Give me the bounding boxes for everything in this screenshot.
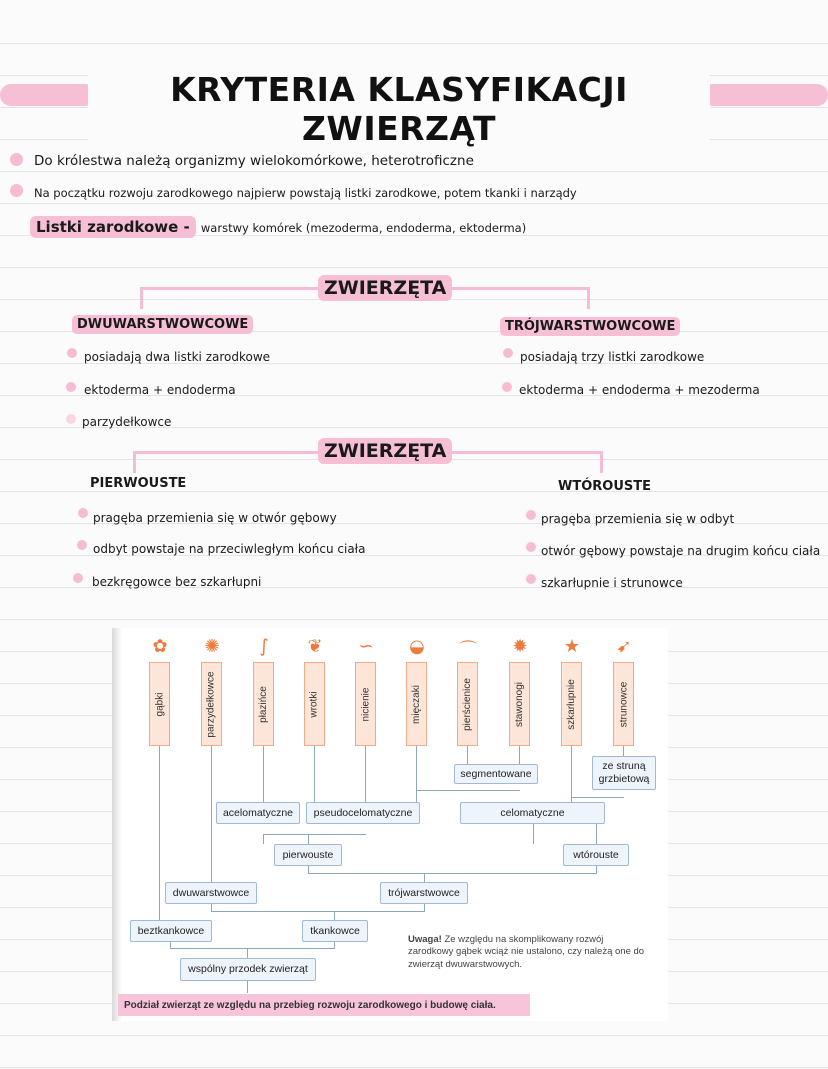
node-trojwarstwowce: trójwarstwowce xyxy=(380,882,468,904)
diagram-line xyxy=(263,834,264,844)
group-label: szkarłupnie xyxy=(561,662,582,746)
intro-definition xyxy=(30,217,526,236)
bullet-dot xyxy=(10,184,23,197)
section2-right-item: pragęba przemienia się w odbyt xyxy=(541,512,735,526)
diagram-line xyxy=(211,911,425,912)
jellyfish-icon: ✺ xyxy=(204,636,220,657)
diagram-line xyxy=(571,797,624,798)
section2-left-title: PIERWOUSTE xyxy=(90,476,187,491)
tree-line xyxy=(587,287,590,309)
nematode-icon: ∽ xyxy=(358,636,374,657)
intro-line-2: Na początku rozwoju zarodkowego najpierw powstają listki zarodkowe, potem tkanki i narządy xyxy=(34,186,577,200)
diagram-line xyxy=(416,746,417,802)
bullet-dot xyxy=(66,382,76,392)
bullet-dot xyxy=(502,382,512,392)
diagram-line xyxy=(623,746,624,756)
diagram-line xyxy=(263,834,366,835)
insect-icon: ✹ xyxy=(512,636,528,657)
node-acelomatyczne: acelomatyczne xyxy=(216,802,300,824)
diagram-line xyxy=(247,981,248,993)
node-tkankowce: tkankowce xyxy=(302,920,368,942)
section1-left-item: parzydełkowce xyxy=(82,415,172,429)
group-label: wrotki xyxy=(304,662,325,746)
intro-line-1: Do królestwa należą organizmy wielokomórkowe, heterotroficzne xyxy=(34,153,474,169)
node-przodek: wspólny przodek zwierząt xyxy=(180,958,316,981)
term-definition: warstwy komórek (mezoderma, endoderma, ektoderma) xyxy=(200,221,527,235)
bullet-dot xyxy=(526,510,536,520)
note-text: Ze względu na skomplikowany rozwój zarodkowy gąbek wciąż nie ustalono, czy należą one do zwierząt dwuwarstwowych. xyxy=(408,934,645,970)
section2-left-item: odbyt powstaje na przeciwległym końcu ciała xyxy=(93,542,366,556)
page-title: KRYTERIA KLASYFIKACJI ZWIERZĄT xyxy=(88,70,710,148)
section1-left-item: posiadają dwa listki zarodkowe xyxy=(84,350,271,364)
diagram-line xyxy=(519,746,520,764)
bullet-dot xyxy=(10,153,23,166)
diagram-line xyxy=(314,746,315,802)
section2-left-item: pragęba przemienia się w otwór gębowy xyxy=(93,511,337,525)
group-label: parzydełkowce xyxy=(201,662,222,746)
bird-icon: ➹ xyxy=(616,636,632,657)
diagram-note xyxy=(408,934,648,971)
diagram-line xyxy=(365,746,366,802)
tree-line xyxy=(133,451,136,473)
tree-line xyxy=(600,451,603,473)
section1-left-title: DWUWARSTWOWCOWE xyxy=(72,315,253,334)
section1-header: ZWIERZĘTA xyxy=(318,275,452,301)
title-bar-left xyxy=(0,84,96,106)
note-bold: Uwaga! xyxy=(408,934,442,945)
flatworm-icon: ∫ xyxy=(259,636,269,657)
rotifer-icon: ❦ xyxy=(307,636,323,657)
group-label: płazińce xyxy=(253,662,274,746)
node-segmentowane: segmentowane xyxy=(454,764,538,784)
section2-right-item: szkarłupnie i strunowce xyxy=(541,576,683,590)
node-celomatyczne: celomatyczne xyxy=(460,802,605,824)
group-label: gąbki xyxy=(149,662,170,746)
group-label: mięczaki xyxy=(406,662,427,746)
section2-left-item: bezkręgowce bez szkarłupni xyxy=(92,575,262,589)
section1-right-title: TRÓJWARSTWOWCOWE xyxy=(500,317,680,336)
node-pseudocelomatyczne: pseudocelomatyczne xyxy=(306,802,420,824)
section2-right-title: WTÓROUSTE xyxy=(558,479,651,494)
node-struna: ze struną grzbietową xyxy=(592,756,656,790)
diagram-line xyxy=(211,746,212,882)
diagram-line xyxy=(571,746,572,802)
group-label: strunowce xyxy=(613,662,634,746)
diagram-shadow xyxy=(112,628,122,1021)
bullet-dot xyxy=(67,348,77,358)
diagram-line xyxy=(308,873,597,874)
snail-icon: ◒ xyxy=(409,636,425,657)
diagram-line xyxy=(596,824,597,844)
bullet-dot xyxy=(66,414,76,424)
diagram-line xyxy=(533,824,534,844)
diagram-line xyxy=(416,790,520,791)
section2-header: ZWIERZĘTA xyxy=(318,438,452,464)
sponge-icon: ✿ xyxy=(152,636,168,657)
section1-right-item: posiadają trzy listki zarodkowe xyxy=(520,350,705,364)
section1-left-item: ektoderma + endoderma xyxy=(84,383,236,397)
group-label: stawonogi xyxy=(509,662,530,746)
node-beztkankowce: beztkankowce xyxy=(130,920,212,942)
group-label: nicienie xyxy=(355,662,376,746)
diagram-line xyxy=(308,834,309,844)
diagram-line xyxy=(467,746,468,764)
bullet-dot xyxy=(526,542,536,552)
diagram-line xyxy=(170,948,335,949)
earthworm-icon: ⌒ xyxy=(459,640,477,661)
term-highlight: Listki zarodkowe - xyxy=(30,216,196,238)
starfish-icon: ★ xyxy=(563,636,581,657)
bullet-dot xyxy=(526,574,536,584)
bullet-dot xyxy=(73,573,83,583)
diagram-line xyxy=(159,746,160,922)
diagram-line xyxy=(247,948,248,958)
bullet-dot xyxy=(78,508,88,518)
node-wtorouste: wtórouste xyxy=(563,844,629,866)
title-bar-right xyxy=(702,84,828,106)
node-pierwouste: pierwouste xyxy=(274,844,342,866)
tree-line xyxy=(140,287,143,309)
bullet-dot xyxy=(503,348,513,358)
bullet-dot xyxy=(77,540,87,550)
node-dwuwarstwowce: dwuwarstwowce xyxy=(165,882,257,904)
section2-right-item: otwór gębowy powstaje na drugim końcu ciała xyxy=(541,544,821,558)
diagram-line xyxy=(263,746,264,802)
section1-right-item: ektoderma + endoderma + mezoderma xyxy=(519,383,760,397)
diagram-line xyxy=(424,873,425,882)
group-label: pierścienice xyxy=(457,662,478,746)
diagram-caption: Podział zwierząt ze względu na przebieg rozwoju zarodkowego i budowę ciała. xyxy=(118,994,530,1016)
